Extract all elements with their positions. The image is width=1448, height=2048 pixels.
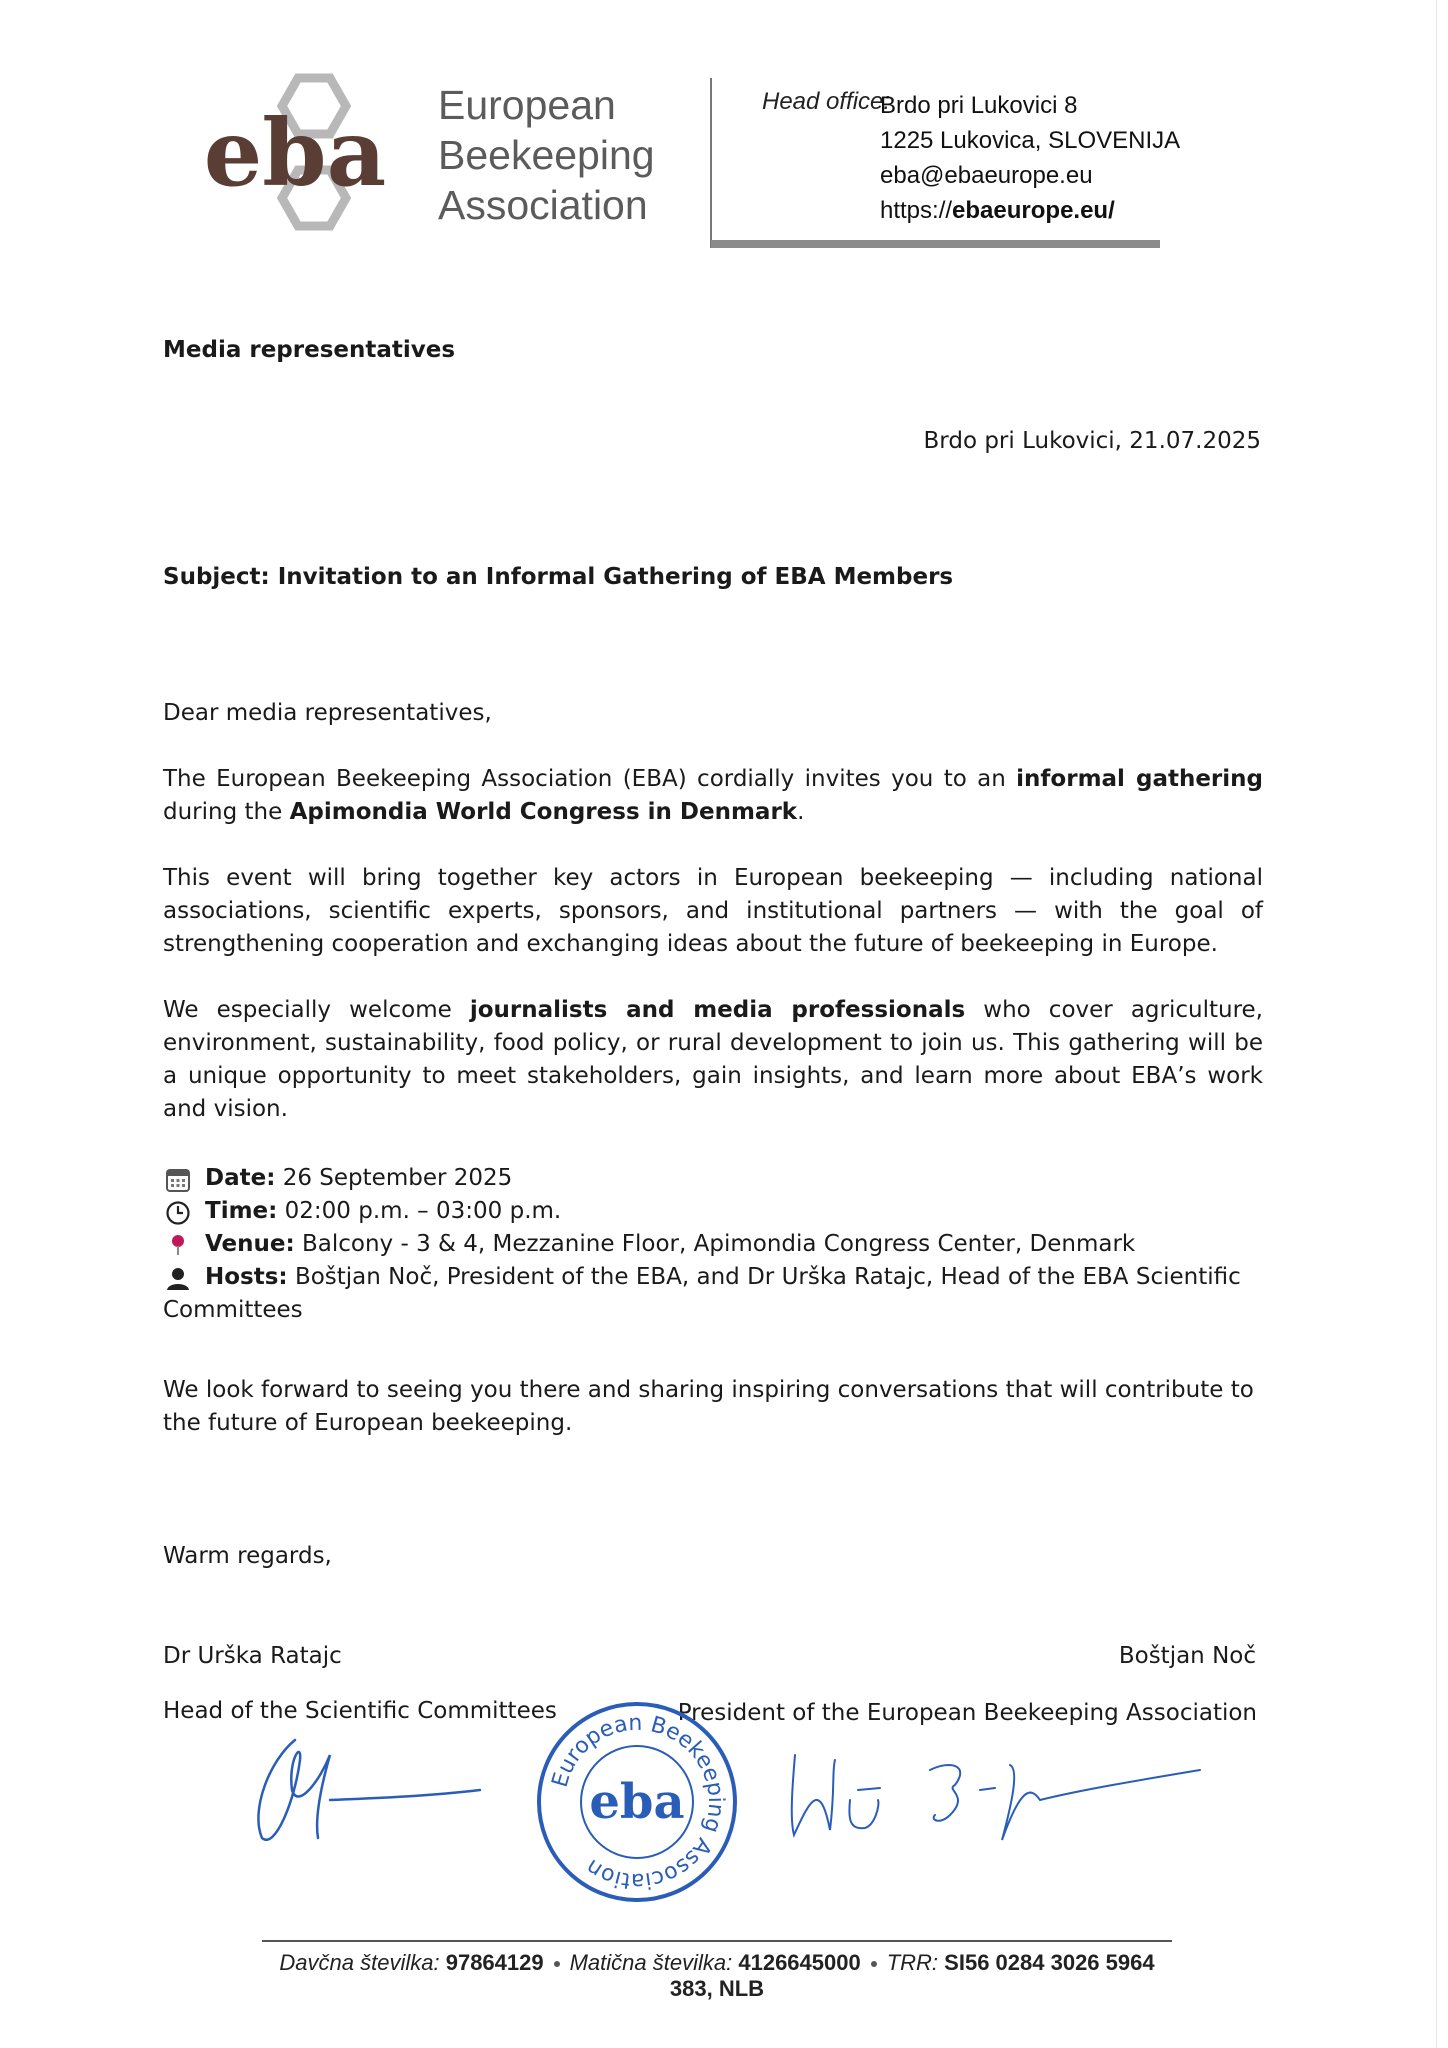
p1-bold-b: Apimondia World Congress in Denmark [289,799,798,825]
signatory-right-title: President of the European Beekeeping Association [677,1700,1257,1726]
reg-label: Matična številka: [569,1950,733,1975]
p3-text-b: who cover agriculture, environment, sustainability, food policy, or rural development to join us. This gathering will be a unique opportunity to meet stakeholders, gain insights, and learn more about EBA’s work and vision. [163,997,1263,1122]
signatory-right-name: Boštjan Noč [1118,1643,1256,1669]
subject: Subject: Invitation to an Informal Gathering of EBA Members [163,564,954,590]
tax-label: Davčna številka: [279,1950,440,1975]
pin-icon [165,1233,191,1259]
email-link[interactable]: eba@ebaeurope.eu [880,162,1093,189]
paragraph-3 [163,994,1263,1126]
time-value: 02:00 p.m. – 03:00 p.m. [284,1198,562,1224]
page-edge [1436,0,1437,2048]
website-domain: ebaeurope.eu/ [952,197,1115,224]
calendar-icon [165,1167,191,1193]
greeting: Dear media representatives, [163,700,492,726]
p1-text-c: . [797,799,805,825]
eba-stamp [535,1700,740,1905]
footer-dot [871,1961,877,1967]
p1-text-b: during the [163,799,290,825]
eba-logo-graphic [180,70,410,235]
p1-text-a: The European Beekeeping Association (EBA) cordially invites you to an [163,766,1017,792]
paragraph-1 [163,763,1263,829]
signature-left [240,1720,490,1850]
trr-value: SI56 0284 3026 5964 383, NLB [669,1950,1155,2001]
place-date: Brdo pri Lukovici, 21.07.2025 [923,428,1261,454]
person-icon [165,1266,191,1292]
event-date [163,1162,1263,1195]
time-label: Time: [205,1198,278,1224]
head-office-label: Head office: [762,88,891,115]
head-office-underline [711,240,1160,248]
footer-company-info [262,1950,1172,2002]
org-name-line-1: European [438,82,616,128]
paragraph-2: This event will bring together key actors in European beekeeping — including national associations, scientific experts, sponsors, and institutional partners — with the goal of strengthening cooperation and exchanging ideas about the future of beekeeping in Europe. [163,865,1263,957]
head-office-address [880,88,1180,228]
sign-off: Warm regards, [163,1543,332,1569]
org-name-line-2: Beekeeping [438,132,655,178]
trr-label: TRR: [886,1950,939,1975]
p1-bold-a: informal gathering [1016,766,1263,792]
hosts-label: Hosts: [205,1264,288,1290]
event-venue [163,1228,1263,1261]
signatory-left-title: Head of the Scientific Committees [163,1698,557,1724]
venue-value: Balcony - 3 & 4, Mezzanine Floor, Apimondia Congress Center, Denmark [302,1231,1136,1257]
date-label: Date: [205,1165,276,1191]
closing-paragraph: We look forward to seeing you there and sharing inspiring conversations that will contribute to the future of European beekeeping. [163,1377,1254,1436]
venue-label: Venue: [205,1231,295,1257]
website-link[interactable] [880,193,1180,228]
eba-logo [180,70,410,235]
address-line-2: 1225 Lukovica, SLOVENIJA [880,127,1181,154]
hosts-value: Boštjan Noč, President of the EBA, and Dr Urška Ratajc, Head of the EBA Scientific Committees [163,1264,1241,1323]
recipient: Media representatives [163,337,456,363]
signature-right [780,1730,1210,1860]
stamp-center-text: eba [589,1774,685,1830]
website-prefix: https:// [880,197,953,224]
footer-dot [554,1961,560,1967]
org-name [438,80,655,230]
date-value: 26 September 2025 [282,1165,513,1191]
stamp-ring-text: European Beekeeping Association [547,1710,729,1894]
org-name-line-3: Association [438,182,648,228]
event-time [163,1195,1263,1228]
p3-bold-a: journalists and media professionals [469,997,966,1023]
event-details [163,1162,1263,1327]
tax-value: 97864129 [445,1950,544,1975]
p3-text-a: We especially welcome [163,997,470,1023]
footer-divider [262,1940,1172,1942]
address-line-1: Brdo pri Lukovici 8 [880,92,1078,119]
reg-value: 4126645000 [738,1950,861,1975]
signatory-left-name: Dr Urška Ratajc [163,1643,342,1669]
logo-lettering: eba [203,99,387,207]
event-hosts [163,1261,1263,1327]
clock-icon [165,1200,191,1226]
